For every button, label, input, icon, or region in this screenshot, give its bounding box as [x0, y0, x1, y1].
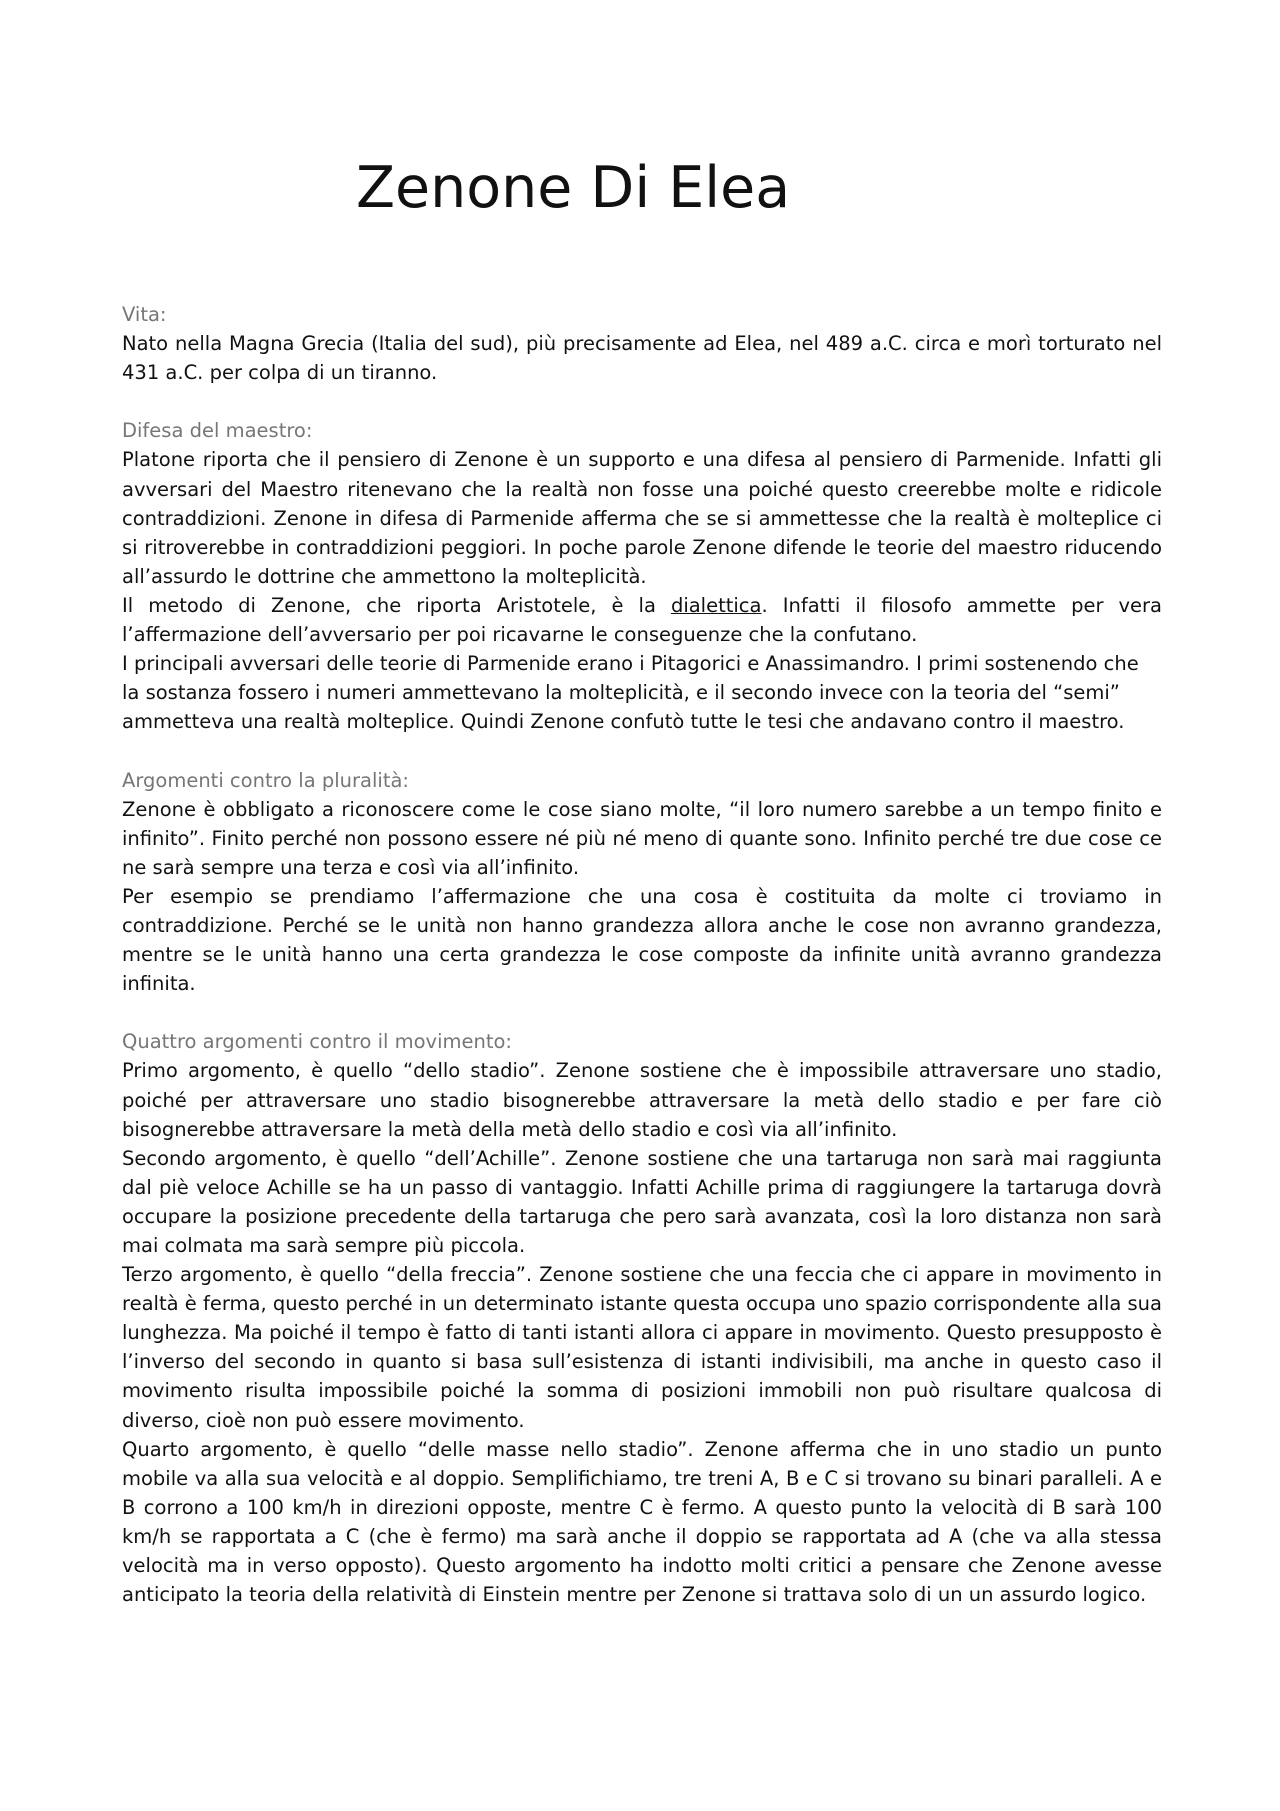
paragraph-terzo-argomento: Terzo argomento, è quello “della freccia”. Zenone sostiene che una feccia che ci appare in movimento in realtà è ferma, questo perché in un determinato istante questa occupa uno spazio corrispondente alla sua lunghezza. Ma poiché il tempo è fatto di tanti istanti allora ci appare in movimento. Questo presupposto è l’inverso del secondo in quanto si basa sull’esistenza di istanti indivisibili, ma anche in questo caso il movimento risulta impossibile poiché la somma di posizioni immobili non può risultare qualcosa di diverso, cioè non può essere movimento. — [122, 1263, 1162, 1432]
section-heading-pluralita: Argomenti contro la pluralità: — [122, 768, 409, 792]
section-heading-difesa: Difesa del maestro: — [122, 419, 313, 443]
section-difesa-del-maestro — [122, 416, 1162, 736]
paragraph-quarto-argomento: Quarto argomento, è quello “delle masse nello stadio”. Zenone afferma che in uno stadio un punto mobile va alla sua velocità e al doppio. Semplifichiamo, tre treni A, B e C si trovano su binari paralleli. A e B corrono a 100 km/h in direzioni opposte, mentre C è fermo. A questo punto la velocità di B sarà 100 km/h se rapportata a C (che è fermo) ma sarà anche il doppio se rapportata ad A (che va alla stessa velocità ma in verso opposto). Questo argomento ha indotto molti critici a pensare che Zenone avesse anticipato la teoria della relatività di Einstein mentre per Zenone si trattava solo di un un assurdo logico. — [122, 1437, 1162, 1607]
paragraph-difesa-1: Platone riporta che il pensiero di Zenone è un supporto e una difesa al pensiero di Parmenide. Infatti gli avversari del Maestro ritenevano che la realtà non fosse una poiché questo creerebbe molte e ridicole contraddizioni. Zenone in difesa di Parmenide afferma che se si ammettesse che la realtà è molteplice ci si ritroverebbe in contraddizioni peggiori. In poche parole Zenone difende le teorie del maestro riducendo all’assurdo le dottrine che ammettono la molteplicità. — [122, 448, 1162, 588]
paragraph-vita: Nato nella Magna Grecia (Italia del sud), più precisamente ad Elea, nel 489 a.C. circa e morì torturato nel 431 a.C. per colpa di un tiranno. — [122, 332, 1162, 385]
paragraph-pluralita-1: Zenone è obbligato a riconoscere come le cose siano molte, “il loro numero sarebbe a un tempo finito e infinito”. Finito perché non possono essere né più né meno di quante sono. Infinito perché tre due cose ce ne sarà sempre una terza e così via all’infinito. — [122, 797, 1162, 879]
paragraph-secondo-argomento: Secondo argomento, è quello “dell’Achille”. Zenone sostiene che una tartaruga non sarà mai raggiunta dal piè veloce Achille se ha un passo di vantaggio. Infatti Achille prima di raggiungere la tartaruga dovrà occupare la posizione precedente della tartaruga che pero sarà avanzata, così la loro distanza non sarà mai colmata ma sarà sempre più piccola. — [122, 1146, 1162, 1257]
section-heading-movimento: Quattro argomenti contro il movimento: — [122, 1030, 512, 1054]
section-movimento — [122, 1027, 1162, 1609]
paragraph-primo-argomento: Primo argomento, è quello “dello stadio”. Zenone sostiene che è impossibile attraversare uno stadio, poiché per attraversare uno stadio bisognerebbe attraversare la metà dello stadio e per fare ciò bisognerebbe attraversare la metà della metà dello stadio e così via all’infinito. — [122, 1059, 1162, 1141]
document-body — [122, 300, 1162, 1638]
section-heading-vita: Vita: — [122, 303, 167, 326]
paragraph-metodo-text-after: . Infatti il filosofo ammette per vera l’affermazione dell’avversario per poi ricavarne le conseguenze che la confutano. — [122, 593, 1163, 647]
paragraph-metodo — [122, 591, 1162, 649]
paragraph-avversari: I principali avversari delle teorie di Parmenide erano i Pitagorici e Anassimandro. I primi sostenendo che la sostanza fossero i numeri ammettevano la molteplicità, e il secondo invece con la teoria del “semi” ammetteva una realtà molteplice. Quindi Zenone confutò tutte le tesi che andavano contro il maestro. — [122, 652, 1139, 734]
dialettica-link[interactable]: dialettica — [670, 593, 762, 617]
section-pluralita — [122, 766, 1162, 999]
section-vita — [122, 300, 1162, 387]
paragraph-metodo-text-before: Il metodo di Zenone, che riporta Aristotele, è la — [122, 593, 671, 617]
paragraph-pluralita-2: Per esempio se prendiamo l’affermazione che una cosa è costituita da molte ci troviamo in contraddizione. Perché se le unità non hanno grandezza allora anche le cose non avranno grandezza, mentre se le unità hanno una certa grandezza le cose composte da infinite unità avranno grandezza infinita. — [122, 884, 1162, 996]
document-title: Zenone Di Elea — [356, 155, 791, 221]
